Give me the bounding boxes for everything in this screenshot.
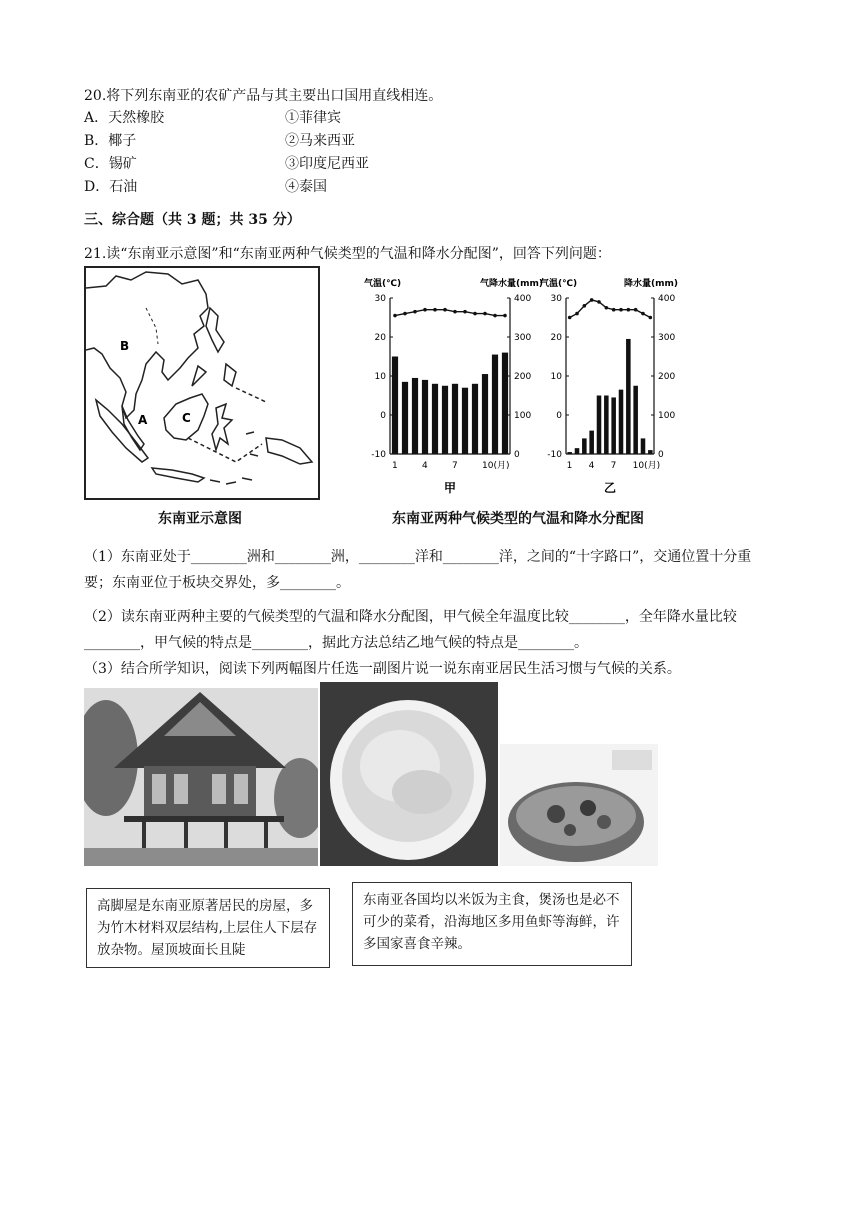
temperature-point: [503, 314, 507, 318]
x-tick-label: 10(月): [482, 461, 510, 471]
temperature-point: [619, 308, 623, 312]
precip-tick-label: 400: [514, 294, 532, 304]
right-axis-label: 气降水量(mm): [480, 279, 543, 289]
temperature-point: [634, 308, 638, 312]
precip-tick-label: 100: [658, 411, 676, 421]
precip-bar: [567, 452, 572, 454]
climate-chart-jia: [364, 277, 543, 495]
stilt-house-photo: [84, 688, 318, 866]
precip-bar: [648, 450, 653, 454]
q21-stem: 21.读“东南亚示意图”和“东南亚两种气候类型的气温和降水分配图”，回答下列问题：: [84, 246, 611, 262]
x-tick-label: 7: [452, 461, 458, 471]
temperature-point: [393, 314, 397, 318]
x-tick-label: 1: [566, 461, 573, 471]
precip-bar: [402, 382, 408, 454]
temperature-point: [483, 312, 487, 316]
precip-bar: [472, 384, 478, 454]
precip-tick-label: 300: [514, 333, 532, 343]
climate-charts: [360, 268, 700, 504]
precip-bar: [597, 396, 602, 455]
temp-tick-label: 20: [374, 333, 386, 343]
chart-title: 甲: [443, 481, 457, 495]
temperature-point: [649, 316, 653, 320]
precip-bar: [432, 384, 438, 454]
country-1: ①菲律宾: [285, 110, 341, 126]
precip-bar: [502, 353, 508, 454]
right-axis-label: 降水量(mm): [624, 279, 678, 289]
product-b: B．椰子: [84, 133, 137, 149]
climate-chart-yi: [540, 277, 678, 495]
temperature-point: [575, 312, 579, 316]
map-caption: 东南亚示意图: [158, 511, 242, 527]
rice-bowl-photo: [320, 682, 498, 866]
precip-bar: [392, 357, 398, 455]
precip-tick-label: 300: [658, 333, 676, 343]
country-2: ②马来西亚: [285, 133, 355, 149]
chart-title: 乙: [603, 481, 617, 495]
temperature-point: [423, 308, 427, 312]
temp-tick-label: 30: [550, 294, 562, 304]
precip-tick-label: 100: [514, 411, 532, 421]
product-d: D．石油: [84, 179, 138, 195]
temperature-point: [612, 308, 616, 312]
product-c: C．锡矿: [84, 156, 137, 172]
precip-tick-label: 0: [658, 450, 664, 460]
precip-bar: [422, 380, 428, 454]
precip-bar: [582, 438, 587, 454]
left-axis-label: 气温(℃): [364, 279, 402, 289]
x-tick-label: 1: [392, 461, 398, 471]
temperature-line: [570, 300, 651, 318]
q21-part3: （3）结合所学知识，阅读下列两幅图片任选一副图片说一说东南亚居民生活习惯与气候的关系。: [84, 661, 681, 677]
precip-bar: [492, 355, 498, 454]
temperature-point: [641, 312, 645, 316]
precip-bar: [482, 374, 488, 454]
precip-tick-label: 0: [514, 450, 520, 460]
map-label-a: A: [138, 413, 148, 427]
temperature-point: [463, 310, 467, 314]
temperature-point: [568, 316, 572, 320]
temperature-point: [597, 300, 601, 304]
product-a: A．天然橡胶: [84, 110, 165, 126]
precip-bar: [619, 390, 624, 454]
precip-bar: [633, 386, 638, 454]
precip-bar: [604, 396, 609, 455]
temperature-point: [590, 298, 594, 302]
left-axis-label: 气温(℃): [540, 279, 578, 289]
x-tick-label: 7: [610, 461, 617, 471]
x-tick-label: 10(月): [632, 461, 661, 471]
climate-caption: 东南亚两种气候类型的气温和降水分配图: [392, 511, 644, 527]
temp-tick-label: 30: [374, 294, 386, 304]
temp-tick-label: -10: [547, 450, 562, 460]
precip-bar: [462, 388, 468, 454]
temperature-point: [605, 306, 609, 310]
temp-tick-label: -10: [371, 450, 386, 460]
map-label-b: B: [120, 339, 130, 353]
temp-tick-label: 10: [374, 372, 386, 382]
x-tick-label: 4: [588, 461, 595, 471]
precip-tick-label: 200: [658, 372, 676, 382]
precip-bar: [641, 438, 646, 454]
precip-tick-label: 200: [514, 372, 532, 382]
precip-bar: [589, 431, 594, 454]
country-4: ④泰国: [285, 179, 327, 195]
food-textbox: 东南亚各国均以米饭为主食，煲汤也是必不可少的菜肴，沿海地区多用鱼虾等海鲜，许多国家喜食辛辣。: [352, 882, 632, 966]
precip-bar: [626, 339, 631, 454]
q21-part1: （1）东南亚处于________洲和________洲，________洋和________洋，之间的“十字路口”，交通位置十分重要；东南亚位于板块交界处，多________。: [84, 549, 752, 591]
temperature-point: [413, 310, 417, 314]
stilt-house-textbox: 高脚屋是东南亚原著居民的房屋，多为竹木材料双层结构,上层住人下层存放杂物。屋顶坡面长且陡: [86, 888, 330, 968]
temperature-point: [433, 308, 437, 312]
temperature-point: [583, 304, 587, 308]
temperature-point: [473, 312, 477, 316]
temp-tick-label: 10: [550, 372, 562, 382]
southeast-asia-map: [84, 266, 320, 500]
precip-bar: [442, 386, 448, 454]
precip-bar: [412, 378, 418, 454]
map-label-c: C: [182, 411, 191, 425]
precip-bar: [575, 448, 580, 454]
soup-photo: [500, 744, 658, 866]
temp-tick-label: 20: [550, 333, 562, 343]
x-tick-label: 4: [422, 461, 428, 471]
temperature-point: [493, 314, 497, 318]
temperature-point: [627, 308, 631, 312]
temperature-line: [395, 310, 505, 316]
precip-tick-label: 400: [658, 294, 676, 304]
temperature-point: [403, 312, 407, 316]
country-3: ③印度尼西亚: [285, 156, 369, 172]
q20-stem: 20.将下列东南亚的农矿产品与其主要出口国用直线相连。: [84, 88, 443, 104]
q21-part2: （2）读东南亚两种主要的气候类型的气温和降水分配图，甲气候全年温度比较________，全年降水量比较________，甲气候的特点是________，据此方法总结乙地气候的特点是________。: [84, 609, 737, 651]
section-heading: 三、综合题（共 3 题；共 35 分）: [84, 212, 301, 228]
temperature-point: [443, 308, 447, 312]
precip-bar: [452, 384, 458, 454]
temp-tick-label: 0: [380, 411, 386, 421]
temp-tick-label: 0: [556, 411, 562, 421]
precip-bar: [611, 397, 616, 454]
temperature-point: [453, 310, 457, 314]
